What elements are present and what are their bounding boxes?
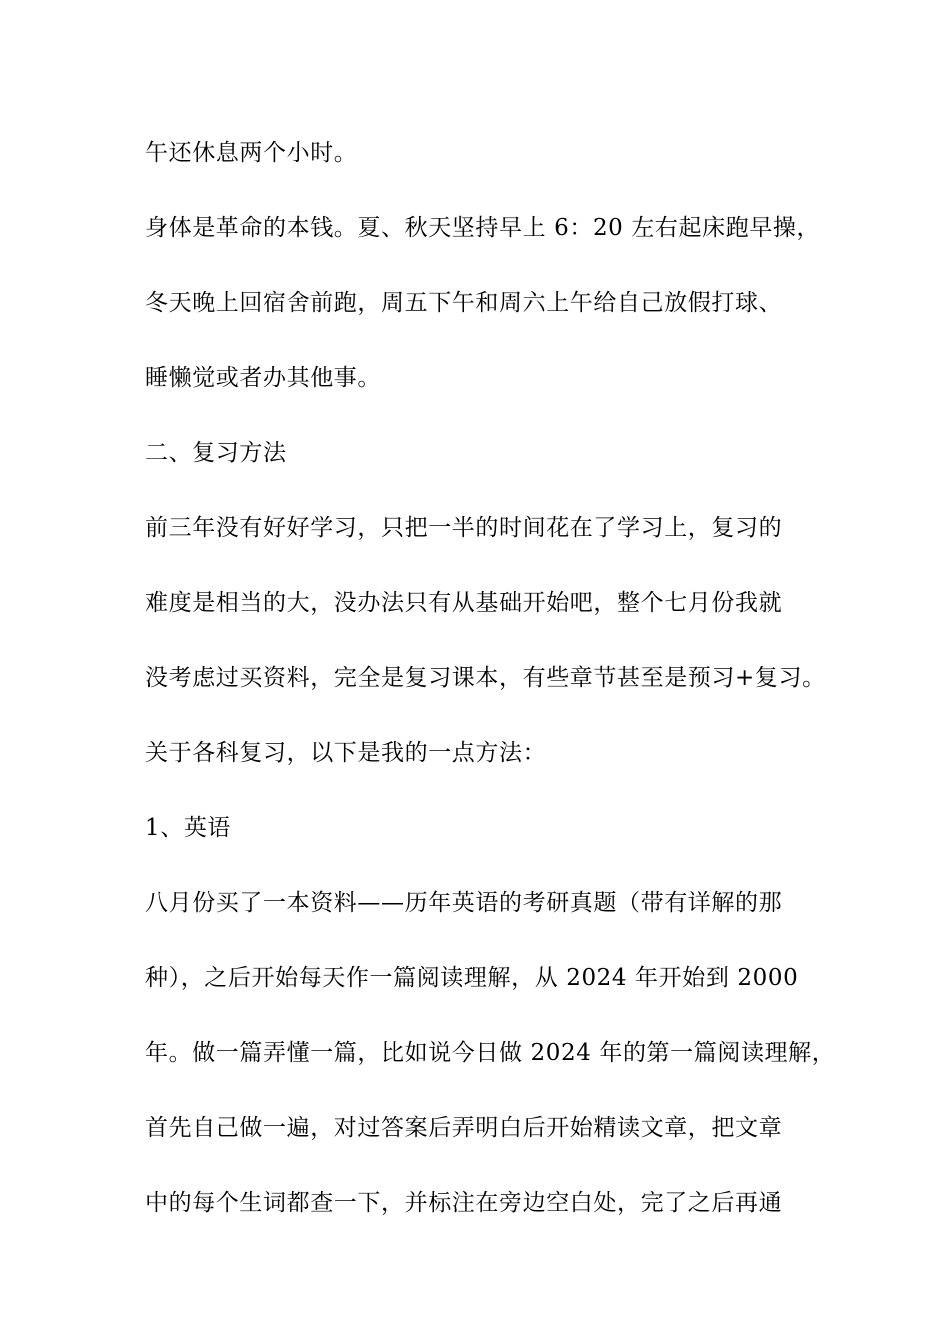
text-line: 没考虑过买资料，完全是复习课本，有些章节甚至是预习+复习。	[145, 665, 826, 691]
text-line: 午还休息两个小时。	[145, 140, 358, 166]
text-line: 冬天晚上回宿舍前跑，周五下午和周六上午给自己放假打球、	[145, 290, 783, 316]
text-line: 睡懒觉或者办其他事。	[145, 365, 381, 391]
text-line: 难度是相当的大，没办法只有从基础开始吧，整个七月份我就	[145, 590, 783, 616]
text-line: 年。做一篇弄懂一篇，比如说今日做 2024 年的第一篇阅读理解，	[145, 1040, 836, 1066]
text-line: 身体是革命的本钱。夏、秋天坚持早上 6：20 左右起床跑早操，	[145, 215, 821, 241]
text-line: 种），之后开始每天作一篇阅读理解，从 2024 年开始到 2000	[145, 965, 799, 991]
subsection-heading: 1、英语	[145, 815, 232, 841]
text-line: 前三年没有好好学习，只把一半的时间花在了学习上，复习的	[145, 515, 783, 541]
section-heading: 二、复习方法	[145, 440, 287, 466]
text-line: 八月份买了一本资料——历年英语的考研真题（带有详解的那	[145, 890, 783, 916]
text-line: 中的每个生词都查一下，并标注在旁边空白处，完了之后再通	[145, 1190, 783, 1216]
text-line: 首先自己做一遍，对过答案后弄明白后开始精读文章，把文章	[145, 1115, 783, 1141]
text-line: 关于各科复习，以下是我的一点方法：	[145, 740, 547, 766]
